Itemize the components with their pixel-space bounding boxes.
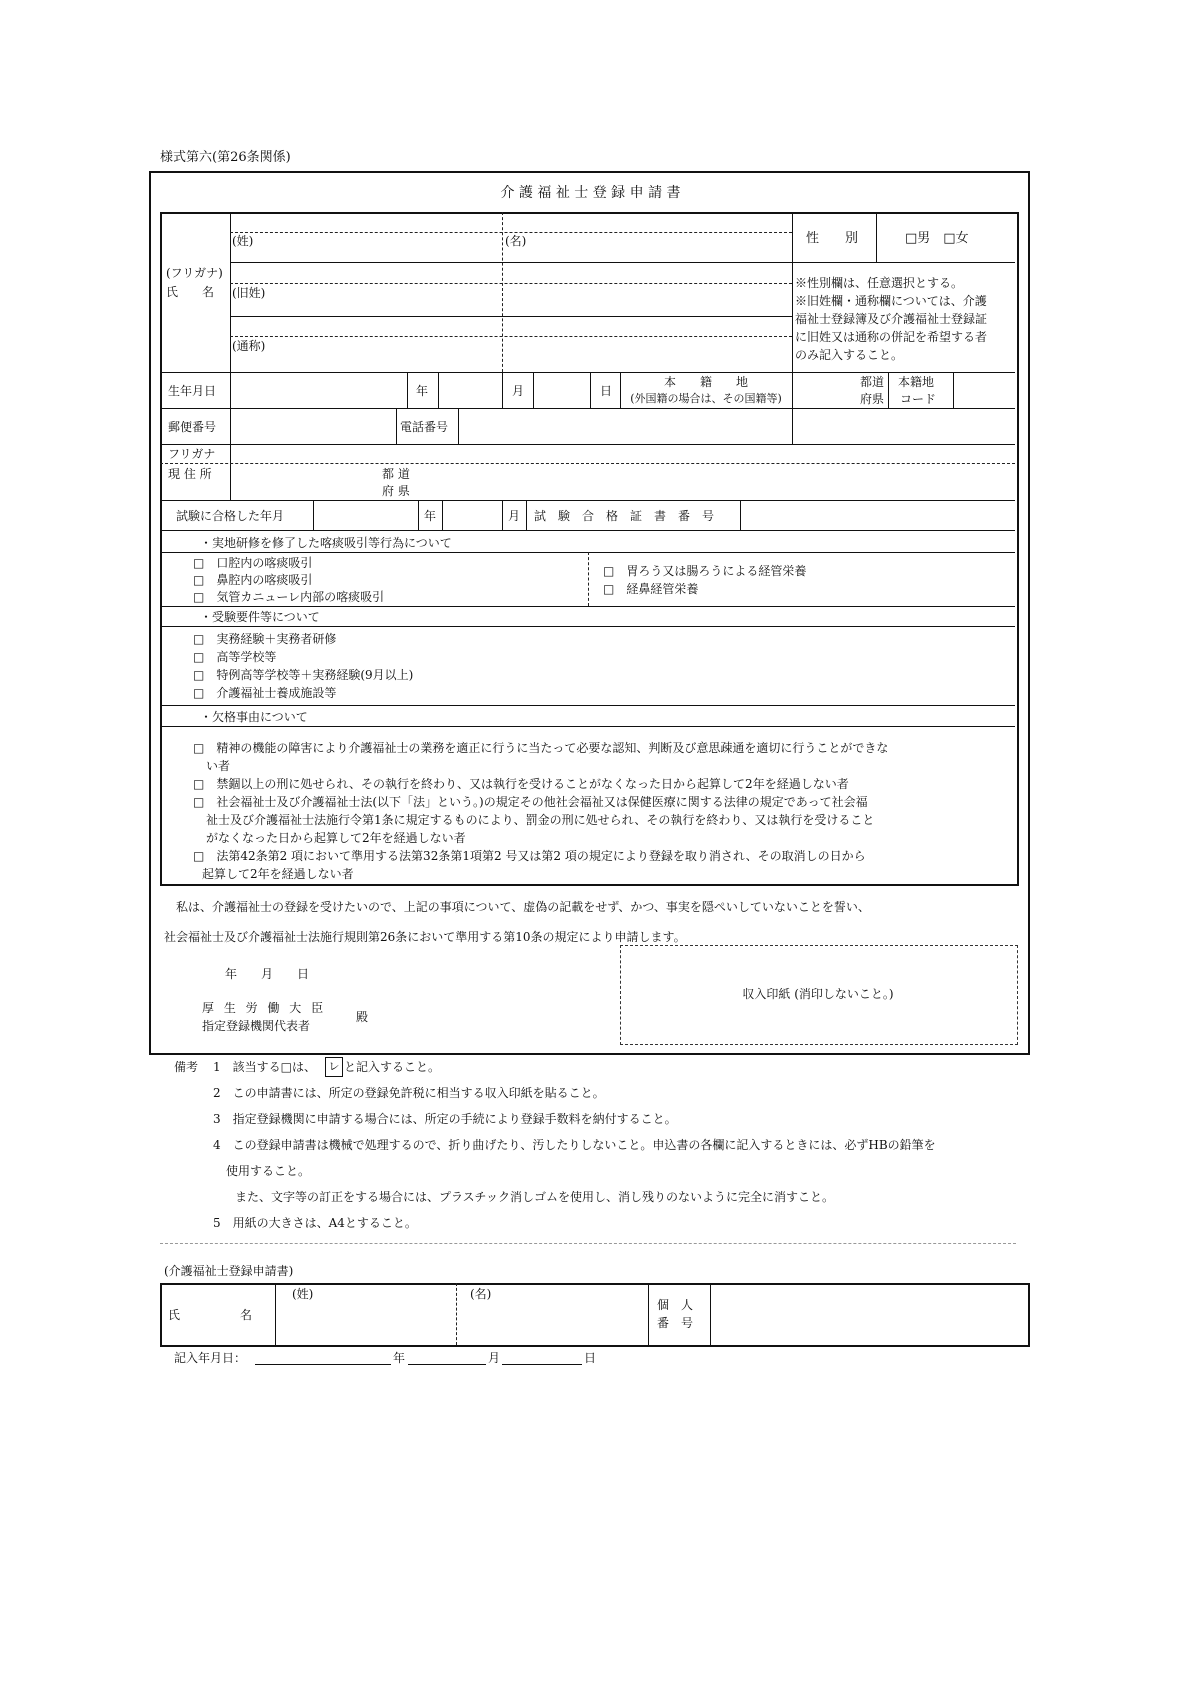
stub-sei: (姓) bbox=[292, 1287, 314, 1301]
exam-month: 月 bbox=[508, 509, 521, 523]
exam-label: 試験に合格した年月 bbox=[176, 509, 285, 523]
checkbox-item[interactable]: □ 実務経験＋実務者研修 bbox=[193, 632, 337, 646]
honseki-code-label2: コード bbox=[900, 392, 937, 406]
birth-year: 年 bbox=[416, 384, 429, 398]
disqualification-line[interactable]: □ 禁錮以上の刑に処せられ、その執行を終わり、又は執行を受けることがなくなった日から起算して2年を経過しない者 bbox=[193, 777, 849, 791]
address-todo: 都 道 bbox=[382, 467, 410, 481]
birth-label: 生年月日 bbox=[168, 384, 217, 398]
furigana-label: (フリガナ) bbox=[166, 266, 223, 280]
addressee-minister: 厚 生 労 働 大 臣 bbox=[202, 1001, 327, 1015]
entry-year: 年 bbox=[393, 1351, 406, 1365]
remark-item: また、文字等の訂正をする場合には、プラスチック消しゴムを使用し、消し残りのないように完全に消すこと。 bbox=[235, 1190, 835, 1204]
entry-date-label: 記入年月日： bbox=[174, 1351, 247, 1365]
side-note-line: のみ記入すること。 bbox=[795, 348, 904, 362]
addressee-agency: 指定登録機関代表者 bbox=[202, 1019, 311, 1033]
disqualification-heading: ・欠格事由について bbox=[200, 710, 308, 724]
checkbox-item[interactable]: □ 高等学校等 bbox=[193, 650, 277, 664]
side-note-line: に旧姓又は通称の併記を希望する者 bbox=[795, 330, 988, 344]
kyusei-label: (旧姓) bbox=[232, 286, 266, 300]
cert-number-label: 試 験 合 格 証 書 番 号 bbox=[534, 509, 715, 523]
disqualification-line: がなくなった日から起算して2年を経過しない者 bbox=[206, 831, 466, 845]
name-input-area[interactable] bbox=[212, 232, 228, 362]
birth-month: 月 bbox=[512, 384, 525, 398]
disqualification-line: 祉士及び介護福祉士法施行令第1条に規定するものにより、罰金の刑に処せられ、その執行を終わり、又は執行を受けること bbox=[206, 813, 875, 827]
remark-item: 5 用紙の大きさは、A4とすること。 bbox=[213, 1216, 417, 1230]
stub-heading: (介護福祉士登録申請書) bbox=[164, 1264, 294, 1278]
disqualification-line: い者 bbox=[206, 759, 231, 773]
declaration-line: 社会福祉士及び介護福祉士法施行規則第26条において準用する第10条の規定により申請します。 bbox=[164, 930, 686, 944]
checkbox-item[interactable]: □ 経鼻経管栄養 bbox=[603, 582, 699, 596]
disqualification-line: 起算して2年を経過しない者 bbox=[202, 867, 354, 881]
remark-item: 1 該当する□は、 bbox=[213, 1060, 316, 1074]
gender-label: 性 別 bbox=[806, 231, 859, 246]
declaration-line: 私は、介護福祉士の登録を受けたいので、上記の事項について、虚偽の記載をせず、かつ、事実を隠ぺいしていないことを誓い、 bbox=[176, 900, 870, 914]
postal-label: 郵便番号 bbox=[168, 420, 217, 434]
honseki-code-label: 本籍地 bbox=[898, 375, 935, 389]
address-fuken: 府 県 bbox=[382, 484, 410, 498]
checkbox-item[interactable]: □ 胃ろう又は腸ろうによる経管栄養 bbox=[603, 564, 807, 578]
checkbox-item[interactable]: □ 口腔内の喀痰吸引 bbox=[193, 556, 313, 570]
side-note-line: 福祉士登録簿及び介護福祉士登録証 bbox=[795, 312, 988, 326]
disqualification-line[interactable]: □ 法第42条第2 項において準用する法第32条第1項第2 号又は第2 項の規定により登録を取り消され、その取消しの日から bbox=[193, 849, 866, 863]
remark-item: 使用すること。 bbox=[226, 1164, 311, 1178]
stamp-label: 収入印紙 (消印しないこと。) bbox=[742, 987, 894, 1001]
application-date: 年 月 日 bbox=[225, 967, 310, 981]
remark-item: 3 指定登録機関に申請する場合には、所定の手続により登録手数料を納付すること。 bbox=[213, 1112, 677, 1126]
exam-year: 年 bbox=[424, 509, 437, 523]
form-title: 介 護 福 祉 士 登 録 申 請 書 bbox=[500, 185, 681, 201]
stub-mei: (名) bbox=[470, 1287, 492, 1301]
remarks-label: 備考 bbox=[174, 1060, 199, 1074]
honseki-todo: 都道 bbox=[860, 375, 885, 389]
individual-number-field[interactable] bbox=[712, 1285, 1024, 1343]
honseki-fuken: 府県 bbox=[860, 392, 885, 406]
disqualification-line[interactable]: □ 社会福祉士及び介護福祉士法(以下「法」という。)の規定その他社会福祉又は保健医療に関する法律の規定であって社会福 bbox=[193, 795, 868, 809]
mei-label: (名) bbox=[505, 234, 527, 248]
requirements-heading: ・受験要件等について bbox=[200, 610, 320, 624]
side-note-line: ※旧姓欄・通称欄については、介護 bbox=[795, 294, 987, 308]
checkbox-item[interactable]: □ 介護福祉士養成施設等 bbox=[193, 686, 337, 700]
cut-line bbox=[160, 1243, 1016, 1244]
sei-label: (姓) bbox=[232, 234, 254, 248]
tankyuin-heading: ・実地研修を修了した喀痰吸引等行為について bbox=[200, 536, 452, 550]
side-note-line: ※性別欄は、任意選択とする。 bbox=[795, 276, 964, 290]
remark-item: 4 この登録申請書は機械で処理するので、折り曲げたり、汚したりしないこと。申込書の各欄に記入するときには、必ずHBの鉛筆を bbox=[213, 1138, 936, 1152]
remark-item: と記入すること。 bbox=[344, 1060, 441, 1074]
disqualification-line[interactable]: □ 精神の機能の障害により介護福祉士の業務を適正に行うに当たって必要な認知、判断及び意思疎通を適切に行うことができな bbox=[193, 741, 889, 755]
form-number: 様式第六(第26条関係) bbox=[160, 150, 291, 165]
honseki-sub: (外国籍の場合は、その国籍等) bbox=[630, 392, 782, 405]
check-mark-sample: レ bbox=[325, 1057, 343, 1077]
bango-label: 番 号 bbox=[657, 1316, 694, 1330]
checkbox-item[interactable]: □ 特例高等学校等＋実務経験(9月以上) bbox=[193, 668, 414, 682]
honseki-label: 本 籍 地 bbox=[663, 375, 748, 389]
gender-options[interactable]: □男 □女 bbox=[905, 231, 969, 246]
tsusho-label: (通称) bbox=[232, 339, 266, 353]
address-furigana: フリガナ bbox=[168, 447, 216, 461]
entry-day: 日 bbox=[584, 1351, 597, 1365]
dono: 殿 bbox=[356, 1010, 369, 1024]
checkbox-item[interactable]: □ 気管カニューレ内部の喀痰吸引 bbox=[193, 590, 385, 604]
remark-item: 2 この申請書には、所定の登録免許税に相当する収入印紙を貼ること。 bbox=[213, 1086, 605, 1100]
checkbox-item[interactable]: □ 鼻腔内の喀痰吸引 bbox=[193, 573, 313, 587]
stub-name-label: 氏 名 bbox=[168, 1308, 253, 1322]
kojin-label: 個 人 bbox=[657, 1298, 694, 1312]
phone-label: 電話番号 bbox=[400, 420, 449, 434]
name-label: 氏 名 bbox=[166, 285, 215, 299]
address-label: 現 住 所 bbox=[168, 467, 212, 481]
entry-month: 月 bbox=[488, 1351, 501, 1365]
birth-day: 日 bbox=[600, 384, 613, 398]
